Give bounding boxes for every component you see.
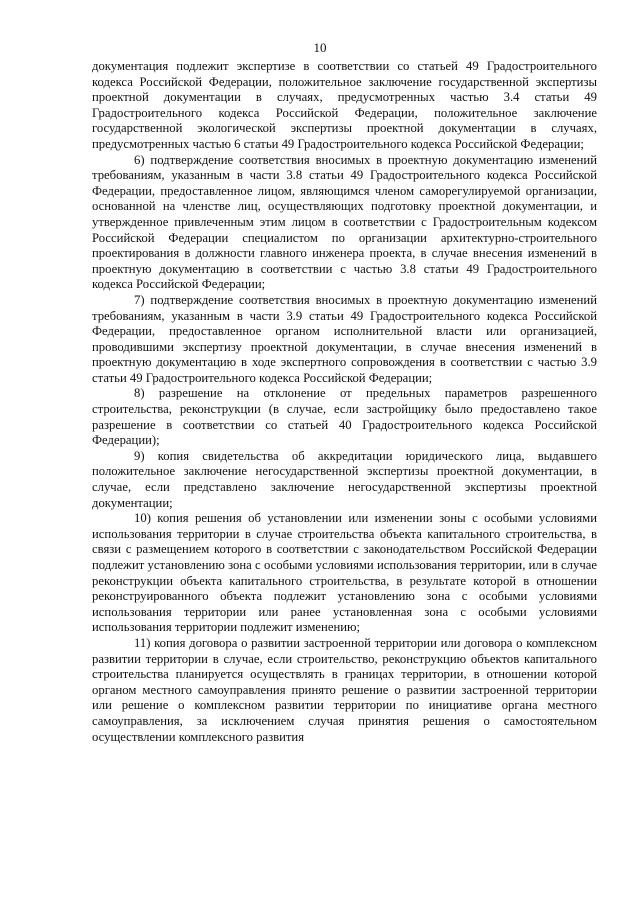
document-body xyxy=(92,59,597,745)
paragraph-item-8: 8) разрешение на отклонение от предельных параметров разрешенного строительства, реконструкции (в случае, если застройщику было предоставлено такое разрешение в соответствии со статьей 40 Градостроительного кодекса Российской Федерации); xyxy=(92,386,597,448)
paragraph-item-10: 10) копия решения об установлении или изменении зоны с особыми условиями использования территории в случае строительства объекта капитального строительства, в связи с размещением которого в соответствии с законодательством Российской Федерации подлежит установлению зона с особыми условиями использования территории, или в случае реконструкции объекта капитального строительства, в результате которой в отношении реконструированного объекта подлежит установлению зона с особыми условиями использования территории или ранее установленная зона с особыми условиями использования территории подлежит изменению; xyxy=(92,511,597,635)
paragraph-item-9: 9) копия свидетельства об аккредитации юридического лица, выдавшего положительное заключение негосударственной экспертизы проектной документации, в случае, если представлено заключение негосударственной экспертизы проектной документации; xyxy=(92,448,597,510)
paragraph-item-6: 6) подтверждение соответствия вносимых в проектную документацию изменений требованиям, указанным в части 3.8 статьи 49 Градостроительного кодекса Российской Федерации, предоставленное лицом, являющимся членом саморегулируемой организации, основанной на членстве лиц, осуществляющих подготовку проектной документации, и утвержденное привлеченным этим лицом в соответствии с Градостроительным кодексом Российской Федерации специалистом по организации архитектурно-строительного проектирования в должности главного инженера проекта, в случае внесения изменений в проектную документацию в соответствии с частью 3.8 статьи 49 Градостроительного кодекса Российской Федерации; xyxy=(92,152,597,292)
page-number: 10 xyxy=(313,40,327,55)
paragraph-item-11: 11) копия договора о развитии застроенной территории или договора о комплексном развитии территории в случае, если строительство, реконструкцию объектов капитального строительства планируется осуществлять в границах территории, в отношении которой органом местного самоуправления принято решение о развитии застроенной территории или решение о комплексном развитии территории по инициативе органа местного самоуправления, за исключением случая принятия решения о самостоятельном осуществлении комплексного развития xyxy=(92,635,597,744)
paragraph-item-7: 7) подтверждение соответствия вносимых в проектную документацию изменений требованиям, указанным в части 3.9 статьи 49 Градостроительного кодекса Российской Федерации, предоставленное органом исполнительной власти или организацией, проводившими экспертизу проектной документации, в случае внесения изменений в проектную документацию в ходе экспертного сопровождения в соответствии с частью 3.9 статьи 49 Градостроительного кодекса Российской Федерации; xyxy=(92,292,597,385)
paragraph-continuation: документация подлежит экспертизе в соответствии со статьей 49 Градостроительного кодекса Российской Федерации, положительное заключение государственной экспертизы проектной документации в случаях, предусмотренных частью 3.4 статьи 49 Градостроительного кодекса Российской Федерации, положительное заключение государственной экологической экспертизы проектной документации в случаях, предусмотренных частью 6 статьи 49 Градостроительного кодекса Российской Федерации; xyxy=(92,59,597,151)
